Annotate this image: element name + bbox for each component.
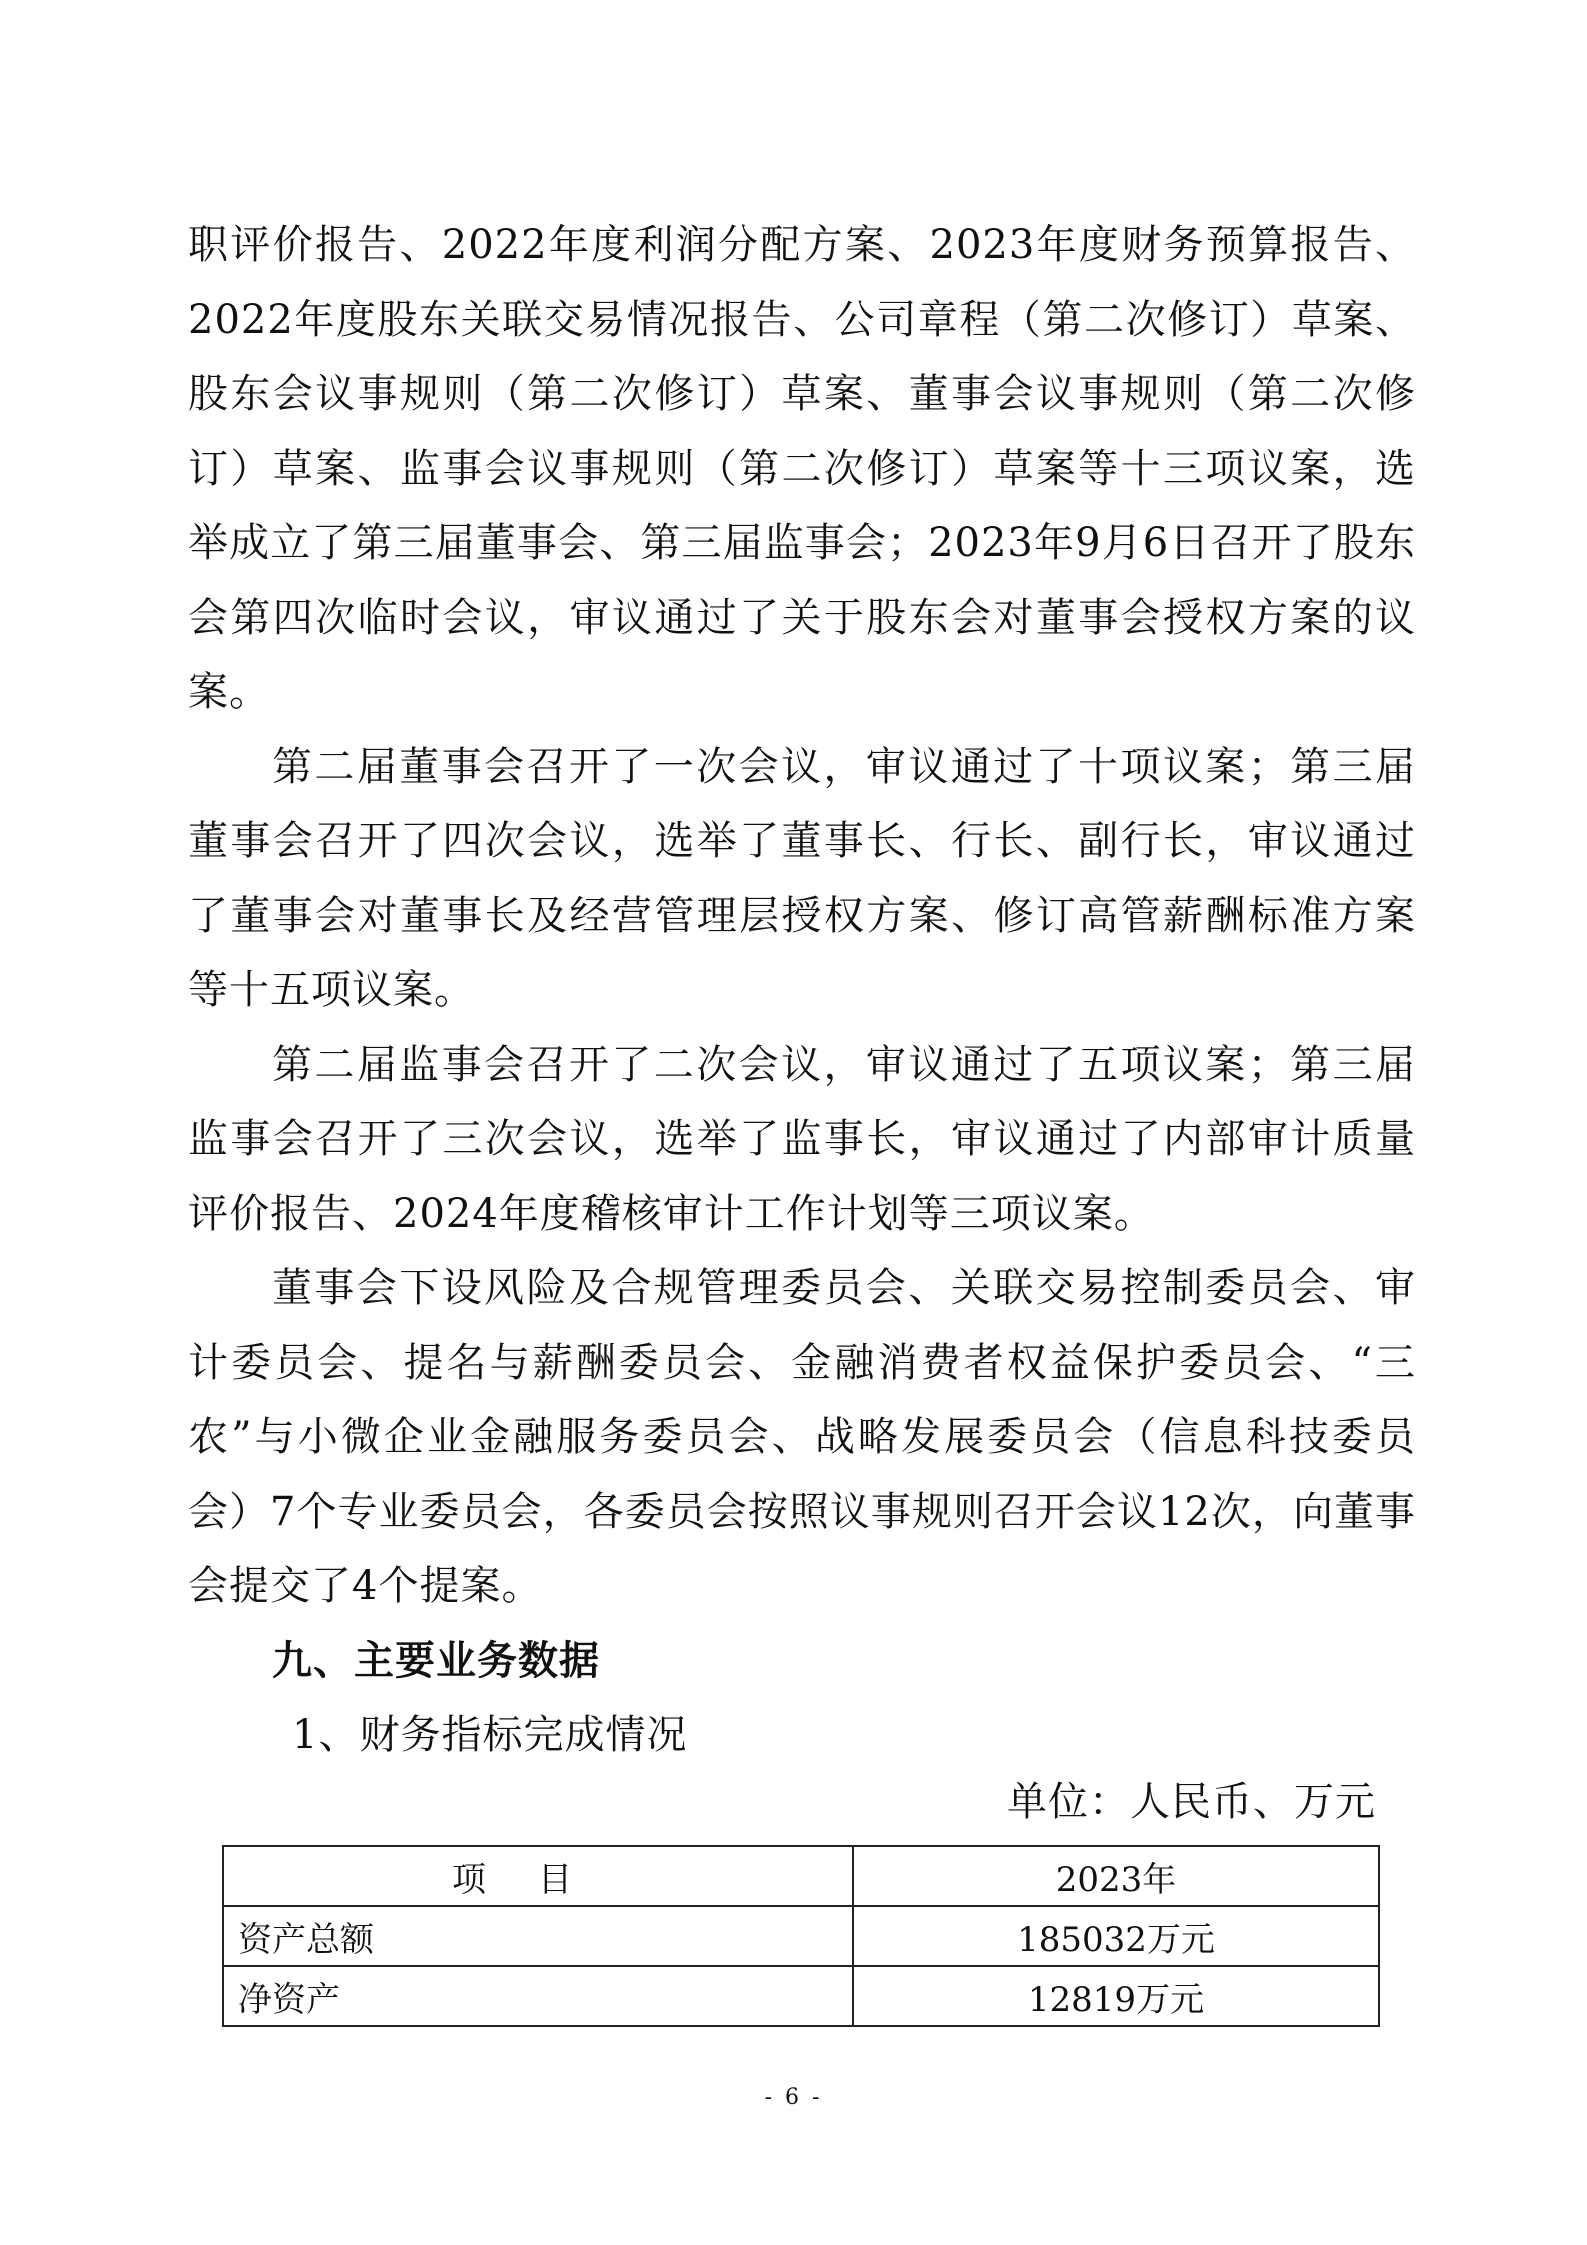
paragraph-shareholder-meetings: 职评价报告、2022年度利润分配方案、2023年度财务预算报告、2022年度股东关联交易情况报告、公司章程（第二次修订）草案、股东会议事规则（第二次修订）草案、董事会议事规则（第二次修订）草案、监事会议事规则（第二次修订）草案等十三项议案，选举成立了第三届董事会、第三届监事会；2023年9月6日召开了股东会第四次临时会议，审议通过了关于股东会对董事会授权方案的议案。 [188,222,1416,715]
paragraph-supervisory-meetings: 第二届监事会召开了二次会议，审议通过了五项议案；第三届监事会召开了三次会议，选举了监事长，审议通过了内部审计质量评价报告、2024年度稽核审计工作计划等三项议案。 [188,1041,1416,1237]
section-heading: 九、主要业务数据 [272,1637,600,1684]
table-header-row [223,1846,1379,1906]
header-item: 项目 [223,1846,853,1906]
unit-label: 单位：人民币、万元 [1007,1779,1376,1825]
paragraph-committees: 董事会下设风险及合规管理委员会、关联交易控制委员会、审计委员会、提名与薪酬委员会、金融消费者权益保护委员会、“三农”与小微企业金融服务委员会、战略发展委员会（信息科技委员会）7个专业委员会，各委员会按照议事规则召开会议12次，向董事会提交了4个提案。 [188,1265,1416,1609]
header-year: 2023年 [853,1846,1379,1906]
row-total-assets-label: 资产总额 [223,1906,853,1966]
financial-indicators-table [222,1845,1380,2027]
paragraph-board-meetings: 第二届董事会召开了一次会议，审议通过了十项议案；第三届董事会召开了四次会议，选举了董事长、行长、副行长，审议通过了董事会对董事长及经营管理层授权方案、修订高管薪酬标准方案等十五项议案。 [188,743,1416,1013]
table-row [223,1906,1379,1966]
row-net-assets-label: 净资产 [223,1966,853,2026]
body-text [188,208,1416,1773]
row-total-assets-value: 185032万元 [853,1906,1379,1966]
row-net-assets-value: 12819万元 [853,1966,1379,2026]
table-row [223,1966,1379,2026]
page-number: - 6 - [764,2085,823,2110]
subsection-heading: 1、财务指标完成情况 [292,1712,688,1758]
